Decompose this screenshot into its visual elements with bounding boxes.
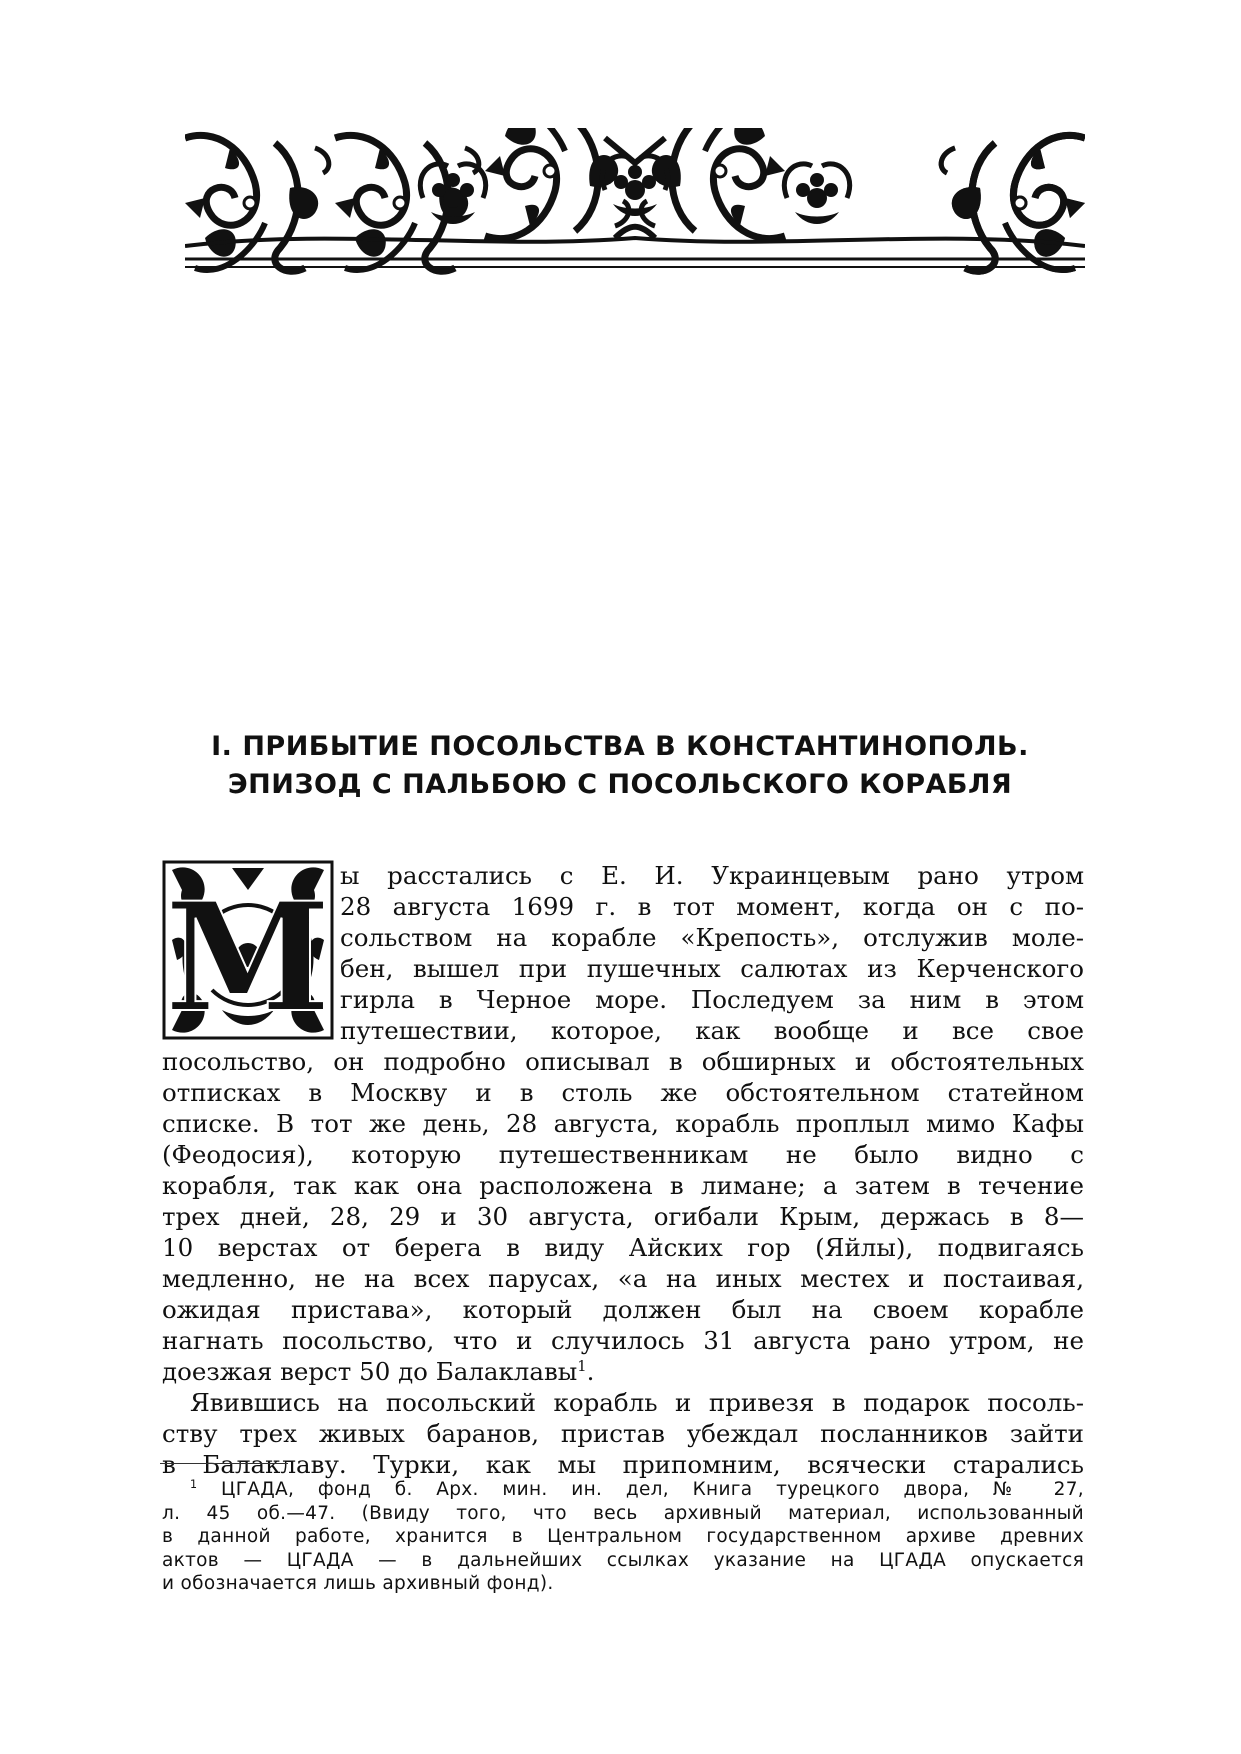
text-line: списке. В тот же день, 28 августа, корабль проплыл мимо Кафы [162, 1109, 1084, 1138]
text-line: медленно, не на всех парусах, «а на иных местех и постаивая, [162, 1264, 1084, 1293]
footnote-line: актов — ЦГАДА — в дальнейших ссылках указание на ЦГАДА опускается [162, 1549, 1084, 1571]
text-line: корабля, так как она расположена в лимане; а затем в течение [162, 1171, 1084, 1200]
text-line: ству трех живых баранов, пристав убеждал посланников зайти [162, 1419, 1084, 1448]
text-line: (Феодосия), которую путешественникам не было видно с [162, 1140, 1084, 1169]
heading-line-1: I. ПРИБЫТИЕ ПОСОЛЬСТВА В КОНСТАНТИНОПОЛЬ. [211, 731, 1029, 762]
footnote-line-content: ЦГАДА, фонд б. Арх. мин. ин. дел, Книга турецкого двора, № 27, [221, 1479, 1084, 1500]
body-text [162, 860, 1084, 1480]
footnote-marker: 1 [190, 1478, 198, 1491]
paragraph-2 [162, 1387, 1084, 1480]
text-line: нагнать посольство, что и случилось 31 августа рано утром, не [162, 1326, 1084, 1355]
text-line: доезжая верст 50 до Балаклавы$^1$. [162, 1357, 595, 1386]
text-line: трех дней, 28, 29 и 30 августа, огибали Крым, держась в 8— [162, 1202, 1084, 1231]
text-line: в Балаклаву. Турки, как мы припомним, всячески старались [162, 1450, 1084, 1479]
footnote-line: в данной работе, хранится в Центральном государственном архиве древних [162, 1526, 1084, 1547]
text-line: бен, вышел при пушечных салютах из Керченского [340, 954, 1084, 983]
footnote [162, 1478, 1084, 1596]
footnote-line [162, 1478, 1084, 1502]
dropcap-letter: М [164, 870, 332, 1040]
text-line-content: доезжая верст 50 до Балаклавы [162, 1357, 578, 1386]
paragraph-1 [162, 860, 1084, 1387]
text-line: путешествии, которое, как вообще и все свое [340, 1016, 1084, 1045]
text-line: гирла в Черное море. Последуем за ним в этом [340, 985, 1084, 1014]
text-line: сольством на корабле «Крепость», отслужив моле- [340, 923, 1084, 952]
text-line: посольство, он подробно описывал в обширных и обстоятельных [162, 1047, 1084, 1076]
heading-line-2: ЭПИЗОД С ПАЛЬБОЮ С ПОСОЛЬСКОГО КОРАБЛЯ [227, 769, 1013, 800]
text-line: ы расстались с Е. И. Украинцевым рано утром [340, 861, 1084, 890]
text-line: 28 августа 1699 г. в тот момент, когда он с по- [340, 892, 1084, 921]
footnote-divider [160, 1463, 288, 1464]
text-line: 10 верстах от берега в виду Айских гор (Яйлы), подвигаясь [162, 1233, 1084, 1262]
floral-headpiece-icon [185, 128, 1085, 288]
text-line: отписках в Москву и в столь же обстоятельном статейном [162, 1078, 1084, 1107]
chapter-heading [160, 728, 1080, 804]
footnote-line: л. 45 об.—47. (Ввиду того, что весь архивный материал, использованный [162, 1502, 1084, 1524]
text-line: Явившись на посольский корабль и привезя в подарок посоль- [190, 1388, 1084, 1417]
footnote-line: и обозначается лишь архивный фонд). [162, 1573, 554, 1594]
footnote-reference[interactable]: 1 [577, 1357, 587, 1375]
text-line: ожидая пристава», который должен был на своем корабле [162, 1295, 1084, 1324]
